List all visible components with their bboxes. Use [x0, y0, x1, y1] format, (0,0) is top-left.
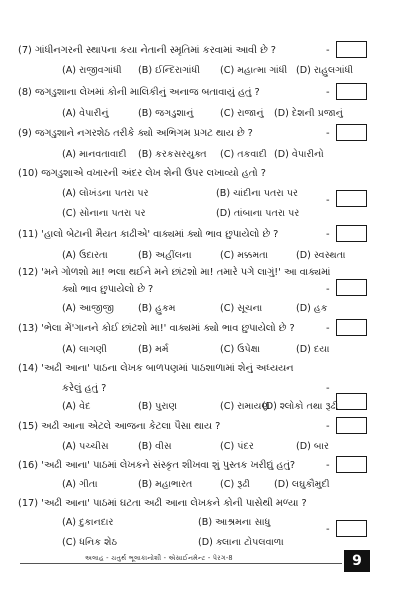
question-text: અઢી આના એટલે આજના કેટલા પૈસા થાય ?	[41, 421, 221, 432]
question-number: (15)	[18, 421, 39, 432]
option-a: (A) આજીજી	[62, 303, 115, 314]
question-text: 'અઢી આના' પાઠમાં ઘટતા અઢી આના લેખકને કોની પાસેથી મળ્યા ?	[41, 498, 307, 509]
question-number: (13)	[18, 323, 39, 334]
option-b: (B) આશ્રમના સાધુ	[198, 517, 271, 528]
option-c: (C) સૂચના	[220, 303, 263, 314]
option-d: (D) શ્લોકો તથા રૂઢી	[262, 401, 339, 412]
answer-dash: -	[326, 128, 330, 139]
question-7	[18, 44, 336, 57]
option-d: (D) દેશની પ્રજાનું	[274, 108, 343, 119]
question-12	[18, 266, 336, 279]
option-c: (C) રાજાનું	[220, 108, 264, 119]
footer-rule	[20, 563, 342, 564]
option-a: (A) લોખંડના પતરા પર	[62, 188, 149, 199]
option-b: (B) વીસ	[138, 441, 172, 452]
question-number: (17)	[18, 498, 39, 509]
answer-dash: -	[326, 323, 330, 334]
option-d: (D) હક	[296, 303, 328, 314]
question-number: (14)	[18, 363, 39, 374]
option-b: (B) જગડુશાનું	[138, 108, 194, 119]
option-b: (B) મહાભારત	[138, 479, 193, 490]
option-a: (A) વેપારીનું	[62, 108, 109, 119]
answer-dash: -	[326, 195, 330, 206]
question-text: જગડુશાએ વખારની અંદર લેખ શેની ઉપર લખાવ્યો હતો ?	[41, 168, 266, 179]
option-b: (B) અહીંલના	[138, 250, 192, 261]
option-d: (D) ક્લાના ટોપલવાળા	[198, 537, 284, 548]
option-b: (B) મર્મ	[138, 344, 169, 355]
question-text-cont: કરેલું હતું ?	[62, 383, 107, 394]
answer-dash: -	[326, 45, 330, 56]
option-c: (C) ધનિક શેઠ	[62, 537, 118, 548]
question-text-cont: ક્યો ભાવ છુપાયેલો છે ?	[62, 284, 154, 295]
answer-dash: -	[326, 524, 330, 535]
answer-dash: -	[326, 460, 330, 471]
option-d: (D) દયા	[296, 344, 330, 355]
option-d: (D) બાર	[296, 441, 329, 452]
question-text: 'હાલો બેટાની મૈયત કાઢીએ' વાક્યમાં ક્યો ભાવ છુપાયેલો છે ?	[41, 229, 279, 240]
page-number-badge: 9	[344, 550, 370, 572]
answer-box-13[interactable]	[336, 319, 367, 336]
answer-dash: -	[326, 284, 330, 295]
option-a: (A) ઉદારતા	[62, 250, 108, 261]
option-b: (B) ચાંદીના પતરા પર	[216, 188, 298, 199]
question-10	[18, 167, 336, 180]
question-number: (9)	[18, 128, 32, 139]
option-c: (C) ઉપેક્ષા	[220, 344, 261, 355]
footer-text: અલાહ - ચતુર્થ ભૂલાકાનોશી - એસાઈનમેન્ટ - પેરગ-8	[82, 554, 236, 563]
option-a: (A) રાજીવગાંધી	[62, 65, 122, 76]
question-text: 'મને ગોળશો મા! ભલા થઈને મને છાંટશો મા! તમારે પગે લાગું!' આ વાક્યમાં	[41, 267, 331, 278]
option-d: (D) વેપારીનો	[274, 149, 324, 160]
option-c: (C) રૂઢી	[220, 479, 250, 490]
question-text: ગાંધીનગરની સ્થાપના કયા નેતાની સ્મૃતિમાં કરવામાં આવી છે ?	[35, 45, 276, 56]
option-a: (A) વેદ	[62, 401, 91, 412]
question-16	[18, 459, 336, 472]
question-text: જગડુશાને નગરશેઠ તરીકે ક્યો અભિગમ પ્રગટ થાય છે ?	[35, 128, 253, 139]
question-8	[18, 86, 336, 99]
question-13	[18, 322, 336, 335]
option-a: (A) પચ્ચીસ	[62, 441, 109, 452]
option-c: (C) તકવાદી	[220, 149, 267, 160]
answer-dash: -	[326, 383, 330, 394]
question-number: (10)	[18, 168, 39, 179]
option-a: (A) દુકાનદાર	[62, 517, 114, 528]
option-b: (B) હુકમ	[138, 303, 176, 314]
question-number: (16)	[18, 460, 39, 471]
answer-box-12[interactable]	[336, 279, 367, 296]
answer-box-14[interactable]	[336, 393, 367, 410]
question-number: (7)	[18, 45, 32, 56]
question-number: (8)	[18, 87, 32, 98]
answer-box-15[interactable]	[336, 417, 367, 434]
answer-box-8[interactable]	[336, 83, 367, 100]
option-c: (C) પંદર	[220, 441, 254, 452]
option-a: (A) ગીતા	[62, 479, 98, 490]
answer-box-7[interactable]	[336, 41, 367, 58]
option-c: (C) મહાત્મા ગાંધી	[220, 65, 288, 76]
option-d: (D) લઘુકૌમુદી	[274, 479, 330, 490]
question-text: જગડુશાના લેખમાં કોની માલિકીનું અનાજ બતાવાયું હતું ?	[35, 87, 260, 98]
option-d: (D) તાંબાના પતરા પર	[216, 208, 300, 219]
answer-box-16[interactable]	[336, 456, 367, 473]
option-a: (A) લાગણી	[62, 344, 107, 355]
question-11	[18, 228, 336, 241]
answer-dash: -	[326, 229, 330, 240]
answer-box-10[interactable]	[336, 190, 367, 207]
option-a: (A) માનવતાવાદી	[62, 149, 127, 160]
option-c: (C) મક્કમતા	[220, 250, 268, 261]
question-text: 'અઢી આના' પાઠના લેખક બાળપણમાં પાઠશાળામાં શેનું અધ્યયન	[41, 363, 294, 374]
answer-box-11[interactable]	[336, 225, 367, 242]
option-c: (C) સોનાના પતરા પર	[62, 208, 146, 219]
option-b: (B) પુરાણ	[138, 401, 178, 412]
answer-box-9[interactable]	[336, 124, 367, 141]
answer-box-17[interactable]	[336, 520, 367, 537]
question-15	[18, 420, 336, 433]
question-number: (11)	[18, 229, 39, 240]
answer-dash: -	[326, 421, 330, 432]
question-14	[18, 362, 336, 375]
question-text: 'અઢી આના' પાઠમાં લેખકને સંસ્કૃત શીખવા શું પુસ્તક ખરીદ્યું હતું?	[41, 460, 296, 471]
option-b: (B) ઈન્દિરાગાંધી	[138, 65, 201, 76]
question-17	[18, 497, 336, 510]
question-text: 'ભેલા મેં'ગાનને કોઈ છાંટશો મા!' વાક્યમાં ક્યો ભાવ છુપાયેલો છે ?	[41, 323, 295, 334]
option-c: (C) રામાયણ	[220, 401, 270, 412]
option-b: (B) કરકસરયુક્ત	[138, 149, 207, 160]
question-9	[18, 127, 336, 140]
answer-dash: -	[326, 87, 330, 98]
option-d: (D) સ્વસ્થતા	[296, 250, 346, 261]
question-number: (12)	[18, 267, 39, 278]
option-d: (D) રાહુલગાંધી	[296, 65, 354, 76]
